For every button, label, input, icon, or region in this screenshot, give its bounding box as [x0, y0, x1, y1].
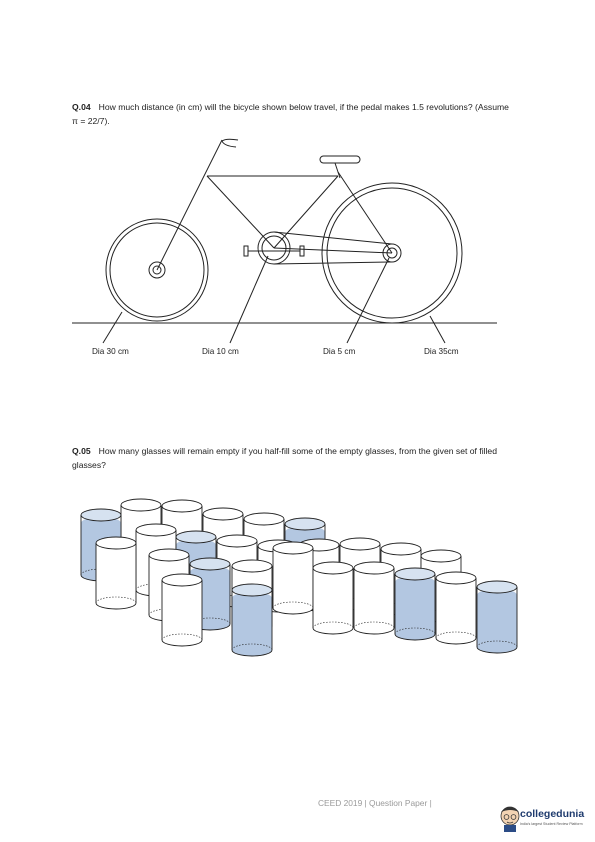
- empty-glass: [354, 562, 394, 634]
- question-number: Q.05: [72, 446, 91, 456]
- filled-glass: [477, 581, 517, 653]
- question-number: Q.04: [72, 102, 91, 112]
- logo-tagline: India's largest Student Review Platform: [520, 822, 583, 826]
- label-rear-wheel: Dia 30 cm: [92, 347, 129, 356]
- empty-glass: [162, 574, 202, 646]
- empty-glass: [273, 542, 313, 614]
- footer-text: CEED 2019 | Question Paper |: [318, 798, 432, 808]
- empty-glass: [313, 562, 353, 634]
- logo-name: collegedunia: [520, 808, 585, 820]
- label-front-wheel: Dia 35cm: [424, 347, 459, 356]
- filled-glass: [395, 568, 435, 640]
- filled-glass: [232, 584, 272, 656]
- label-sprocket: Dia 5 cm: [323, 347, 356, 356]
- empty-glass: [96, 537, 136, 609]
- question-text: How many glasses will remain empty if you half-fill some of the empty glasses, from the given set of filled glasses?: [72, 446, 497, 470]
- label-chainring: Dia 10 cm: [202, 347, 239, 356]
- empty-glass: [436, 572, 476, 644]
- question-text: How much distance (in cm) will the bicycle shown below travel, if the pedal makes 1.5 revolutions? (Assume π = 22/7).: [72, 102, 509, 126]
